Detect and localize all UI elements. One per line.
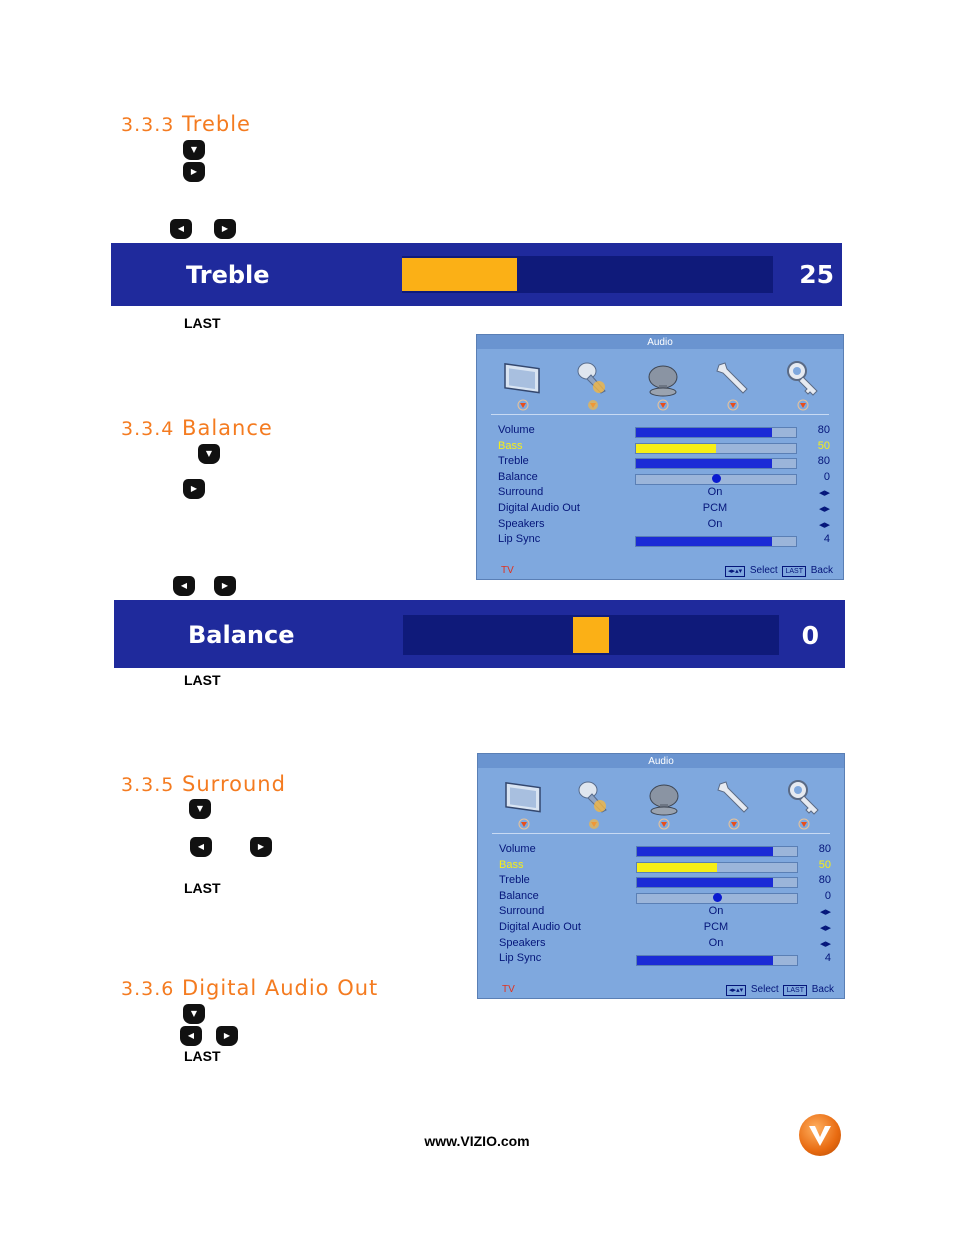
osd-row-label: Balance [499,889,539,902]
osd-row-label: Digital Audio Out [499,921,581,933]
osd-select-label: Select [750,984,779,995]
osd-menu-row[interactable] [499,874,831,889]
last-key-label: LAST [184,315,221,331]
osd-menu-row[interactable] [498,486,830,501]
balance-bar-track [403,615,779,655]
left-right-arrows-icon: ◂▸ [818,503,830,515]
osd-row-value: 4 [823,533,830,546]
osd-row-value: 0 [823,470,830,483]
osd-menu-row[interactable] [498,440,830,455]
section-heading-digital-audio-out [121,976,378,1000]
treble-bar-label: Treble [186,261,270,289]
osd-slider-fill [637,878,773,887]
osd-divider [491,414,829,415]
osd-back-label: Back [810,565,833,576]
osd-menu-row[interactable] [498,455,830,470]
osd-row-label: Lip Sync [499,952,542,965]
audio-osd-menu [477,753,845,999]
down-arrow-key-icon: ▼ [198,444,220,464]
osd-row-slider[interactable] [636,877,798,888]
audio-osd-menu [476,334,844,580]
osd-menu-row[interactable] [498,424,830,439]
lock-key-icon[interactable] [780,776,830,832]
osd-row-setting: On [708,905,724,918]
right-arrow-key-icon: ▶ [214,576,236,596]
osd-icon-row [488,776,834,834]
osd-menu-row[interactable] [498,518,830,533]
footer-url: www.VIZIO.com [424,1133,530,1149]
left-arrow-key-icon: ◀ [180,1026,202,1046]
osd-source-label: TV [501,565,514,576]
section-heading-balance [121,416,273,440]
osd-row-label: Surround [498,486,544,499]
osd-menu-row[interactable] [499,890,831,905]
section-number: 3.3.4 [121,418,175,440]
osd-back-label: Back [811,984,834,995]
setup-wrench-icon[interactable] [709,357,759,413]
left-right-arrows-icon: ◂▸ [818,518,830,531]
osd-slider-fill [636,537,772,546]
osd-row-setting: On [707,517,723,530]
osd-menu-row[interactable] [499,905,831,920]
audio-menu-speaker-icon[interactable] [570,776,620,832]
section-title: Surround [182,772,286,796]
setup-wrench-icon[interactable] [710,776,760,832]
osd-row-slider[interactable] [635,427,797,438]
osd-footer [478,984,844,998]
osd-row-label: Treble [498,455,529,468]
last-key-label: LAST [184,672,221,688]
osd-row-label: Lip Sync [498,533,541,546]
osd-menu-row[interactable] [498,533,830,548]
balance-adjust-bar [114,600,845,668]
osd-row-setting: PCM [703,921,729,933]
osd-slider-fill [636,428,772,437]
treble-bar-value: 25 [799,260,834,289]
osd-divider [492,833,830,834]
osd-row-label: Volume [498,424,535,436]
lock-key-icon[interactable] [779,357,829,413]
treble-adjust-bar [111,243,842,306]
osd-row-label: Digital Audio Out [498,502,580,514]
osd-row-setting: On [707,486,723,499]
osd-row-value: 80 [817,455,830,468]
left-right-arrows-icon: ◂▸ [818,487,830,500]
osd-row-value: 80 [817,424,830,436]
osd-row-value: 80 [818,874,831,887]
osd-menu-row[interactable] [498,502,830,517]
osd-row-slider[interactable] [636,846,798,857]
osd-footer [477,565,843,579]
osd-slider-fill [636,444,716,453]
right-arrow-key-icon: ▶ [183,479,205,499]
down-arrow-key-icon: ▼ [189,799,211,819]
picture-menu-tv-icon[interactable] [499,357,549,413]
osd-menu-row[interactable] [499,952,831,967]
osd-title: Audio [647,337,673,348]
osd-row-value: 80 [818,843,831,855]
osd-select-label: Select [749,565,778,576]
osd-menu-row[interactable] [499,921,831,936]
osd-row-value: 50 [817,439,830,452]
left-right-arrows-icon: ◂▸ [819,922,831,934]
osd-slider-fill [636,459,772,468]
right-arrow-key-icon: ▶ [183,162,205,182]
osd-row-slider[interactable] [635,458,797,469]
left-right-arrows-icon: ◂▸ [819,906,831,919]
last-key-label: LAST [184,1048,221,1064]
osd-menu-row[interactable] [499,843,831,858]
section-number: 3.3.6 [121,978,175,1000]
section-title: Treble [182,112,251,136]
right-arrow-key-icon: ▶ [216,1026,238,1046]
osd-row-slider[interactable] [635,536,797,547]
section-number: 3.3.3 [121,114,175,136]
treble-bar-fill [402,258,517,291]
osd-row-setting: On [708,936,724,949]
osd-slider-fill [637,847,773,856]
left-arrow-key-icon: ◀ [173,576,195,596]
osd-title: Audio [648,756,674,767]
section-heading-treble [121,112,251,136]
osd-row-value: 0 [824,889,831,902]
left-arrow-key-icon: ◀ [190,837,212,857]
treble-bar-track [402,256,773,293]
last-key-chip: LAST [783,985,807,996]
osd-help-hint [723,565,833,577]
osd-row-label: Bass [499,858,524,871]
section-heading-surround [121,772,286,796]
arrow-keys-icon: ◂▸▴▾ [726,985,746,996]
osd-row-slider[interactable] [635,443,797,454]
osd-menu-row[interactable] [499,937,831,952]
osd-slider-fill [637,863,717,872]
osd-row-label: Balance [498,470,538,483]
vizio-logo-icon [799,1114,841,1156]
osd-row-slider[interactable] [636,862,798,873]
left-arrow-key-icon: ◀ [170,219,192,239]
osd-icon-row [487,357,833,415]
osd-row-value: 4 [824,952,831,965]
last-key-chip: LAST [782,566,806,577]
tv-setup-satellite-icon[interactable] [639,357,689,413]
left-right-arrows-icon: ◂▸ [819,937,831,950]
picture-menu-tv-icon[interactable] [500,776,550,832]
osd-row-label: Speakers [499,936,546,949]
down-arrow-key-icon: ▼ [183,1004,205,1024]
balance-bar-label: Balance [188,621,295,649]
osd-row-label: Treble [499,874,530,887]
right-arrow-key-icon: ▶ [214,219,236,239]
osd-help-hint [724,984,834,996]
right-arrow-key-icon: ▶ [250,837,272,857]
section-number: 3.3.5 [121,774,175,796]
osd-row-label: Bass [498,439,523,452]
osd-row-label: Surround [499,905,545,918]
osd-row-slider[interactable] [635,474,797,485]
last-key-label: LAST [184,880,221,896]
osd-source-label: TV [502,984,515,995]
balance-bar-indicator [573,617,609,653]
osd-menu-row[interactable] [498,471,830,486]
osd-slider-fill [637,956,773,965]
osd-row-slider[interactable] [636,893,798,904]
section-title: Balance [182,416,273,440]
osd-row-slider[interactable] [636,955,798,966]
arrow-keys-icon: ◂▸▴▾ [725,566,745,577]
balance-bar-value: 0 [801,621,819,650]
tv-setup-satellite-icon[interactable] [640,776,690,832]
osd-row-label: Volume [499,843,536,855]
osd-slider-knob [713,893,722,902]
osd-row-label: Speakers [498,517,545,530]
osd-row-value: 50 [818,858,831,871]
osd-menu-row[interactable] [499,859,831,874]
osd-slider-knob [712,474,721,483]
osd-row-setting: PCM [702,502,728,514]
audio-menu-speaker-icon[interactable] [569,357,619,413]
down-arrow-key-icon: ▼ [183,140,205,160]
section-title: Digital Audio Out [182,976,379,1000]
